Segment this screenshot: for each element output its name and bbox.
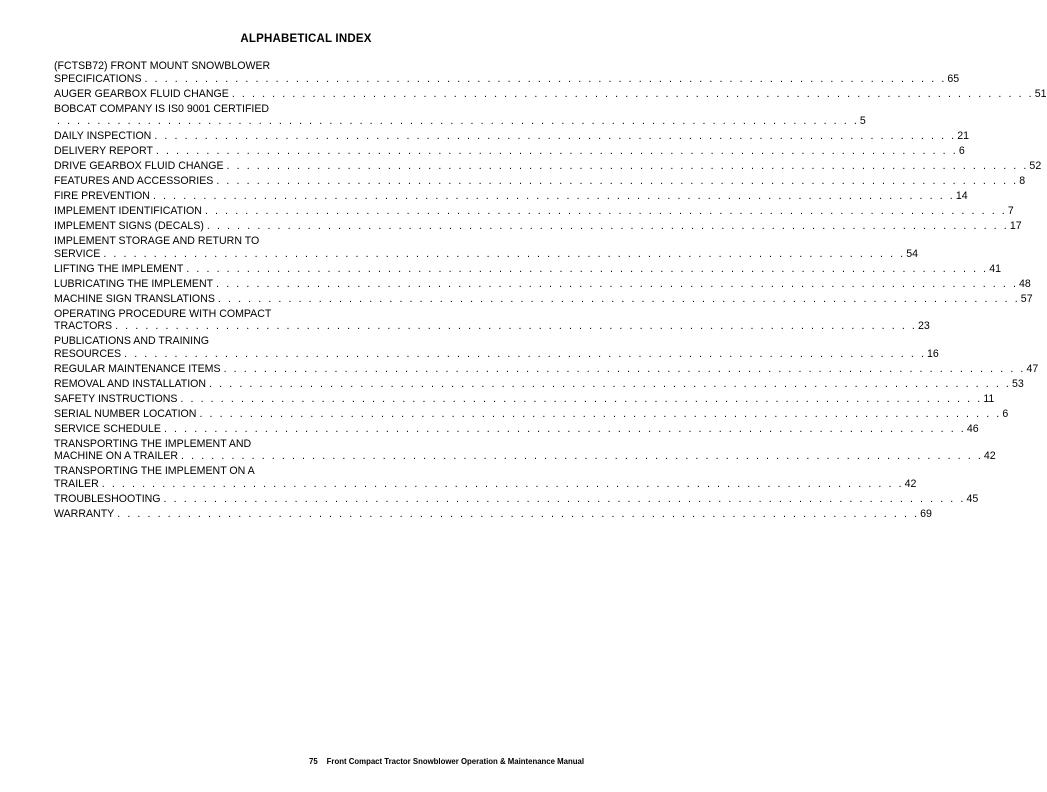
index-entry-page-number: 6 [958, 145, 965, 158]
index-entry [54, 392, 995, 406]
index-entry-heading: TRANSPORTING THE IMPLEMENT ON A [54, 465, 255, 478]
dot-leader: . . . . . . . . . . . . . . . . . . . . . . . . . . . . . . . . . . . . . . . . . . . . . . . . . . . . . . . . . . . . . . . . . . . . . . . . . . . . . . . . [216, 175, 1019, 188]
index-entry-page-number: 14 [955, 190, 968, 203]
index-entry [54, 220, 1022, 233]
dot-leader: . . . . . . . . . . . . . . . . . . . . . . . . . . . . . . . . . . . . . . . . . . . . . . . . . . . . . . . . . . . . . . . . . . . . . . . . . . . . . . . . [199, 407, 1002, 420]
index-entry [54, 145, 965, 158]
index-entry-label: SERIAL NUMBER LOCATION [54, 407, 197, 420]
dot-leader: . . . . . . . . . . . . . . . . . . . . . . . . . . . . . . . . . . . . . . . . . . . . . . . . . . . . . . . . . . . . . . . . . . . . . . . . . . . . . . . . [217, 292, 1020, 305]
index-entry [54, 377, 1024, 391]
index-entry-line [54, 115, 866, 128]
index-entry-label: REGULAR MAINTENANCE ITEMS [54, 362, 221, 375]
dot-leader: . . . . . . . . . . . . . . . . . . . . . . . . . . . . . . . . . . . . . . . . . . . . . . . . . . . . . . . . . . . . . . . . . . . . . . . . . . . . . . . . [154, 130, 957, 143]
dot-leader: . . . . . . . . . . . . . . . . . . . . . . . . . . . . . . . . . . . . . . . . . . . . . . . . . . . . . . . . . . . . . . . . . . . . . . . . . . . . . . . . [115, 320, 917, 333]
index-entry-line [54, 292, 1033, 306]
index-entry-page-number: 21 [957, 130, 970, 143]
index-entry [54, 362, 1039, 376]
index-entry-line [54, 205, 1014, 218]
index-entry-line [54, 492, 979, 506]
index-entry-line [54, 422, 979, 436]
index-entry-line [54, 377, 1024, 391]
index-entry-line [54, 362, 1039, 376]
index-entry-page-number: 46 [966, 422, 979, 435]
index-entry-line [54, 87, 1047, 101]
index-entry-line [54, 407, 1009, 421]
index-entry [54, 335, 939, 360]
dot-leader: . . . . . . . . . . . . . . . . . . . . . . . . . . . . . . . . . . . . . . . . . . . . . . . . . . . . . . . . . . . . . . . . . . . . . . . . . . . . . . . . [57, 115, 859, 128]
index-entry-label: SAFETY INSTRUCTIONS [54, 392, 178, 405]
dot-leader: . . . . . . . . . . . . . . . . . . . . . . . . . . . . . . . . . . . . . . . . . . . . . . . . . . . . . . . . . . . . . . . . . . . . . . . . . . . . . . . . [163, 422, 966, 435]
dot-leader: . . . . . . . . . . . . . . . . . . . . . . . . . . . . . . . . . . . . . . . . . . . . . . . . . . . . . . . . . . . . . . . . . . . . . . . . . . . . . . . . [144, 72, 947, 85]
index-entry [54, 235, 919, 260]
index-entry-page-number: 48 [1019, 277, 1031, 290]
dot-leader: . . . . . . . . . . . . . . . . . . . . . . . . . . . . . . . . . . . . . . . . . . . . . . . . . . . . . . . . . . . . . . . . . . . . . . . . . . . . . . . . [117, 507, 920, 520]
dot-leader: . . . . . . . . . . . . . . . . . . . . . . . . . . . . . . . . . . . . . . . . . . . . . . . . . . . . . . . . . . . . . . . . . . . . . . . . . . . . . . . . [152, 190, 955, 203]
index-entry-line [54, 72, 960, 86]
index-entry-line [54, 190, 968, 203]
index-entry-page-number: 45 [966, 492, 979, 505]
page-footer [309, 757, 584, 766]
index-entry-label: LIFTING THE IMPLEMENT [54, 262, 184, 275]
index-entry-page-number: 42 [983, 450, 996, 463]
index-entry-heading: PUBLICATIONS AND TRAINING [54, 335, 210, 348]
dot-leader: . . . . . . . . . . . . . . . . . . . . . . . . . . . . . . . . . . . . . . . . . . . . . . . . . . . . . . . . . . . . . . . . . . . . . . . . . . . . . . . . [223, 362, 1026, 375]
index-entry [54, 190, 968, 203]
index-entry-heading: BOBCAT COMPANY IS IS0 9001 CERTIFIED [54, 102, 270, 115]
dot-leader: . . . . . . . . . . . . . . . . . . . . . . . . . . . . . . . . . . . . . . . . . . . . . . . . . . . . . . . . . . . . . . . . . . . . . . . . . . . . . . . . [206, 220, 1009, 233]
index-entry-heading: (FCTSB72) FRONT MOUNT SNOWBLOWER [54, 60, 271, 72]
index-entry-label: TRAILER [54, 477, 99, 490]
index-entry-label: RESOURCES [54, 347, 122, 360]
index-entry-heading: OPERATING PROCEDURE WITH COMPACT [54, 307, 272, 320]
index-entry [54, 422, 979, 436]
index-entry-heading: IMPLEMENT STORAGE AND RETURN TO [54, 235, 260, 248]
index-entry-label: DELIVERY REPORT [54, 145, 153, 158]
index-entry-label: REMOVAL AND INSTALLATION [54, 377, 207, 390]
dot-leader: . . . . . . . . . . . . . . . . . . . . . . . . . . . . . . . . . . . . . . . . . . . . . . . . . . . . . . . . . . . . . . . . . . . . . . . . . . . . . . . . [180, 392, 983, 405]
index-entry-page-number: 53 [1011, 377, 1024, 390]
index-entry-label: IMPLEMENT SIGNS (DECALS) [54, 220, 204, 233]
footer-page-number: 75 [308, 757, 318, 766]
index-entry-label: TROUBLESHOOTING [54, 492, 161, 505]
index-entry [54, 277, 1031, 291]
index-entry-page-number: 17 [1009, 220, 1022, 233]
footer-manual-title: Front Compact Tractor Snowblower Operation & Maintenance Manual [326, 757, 584, 766]
dot-leader: . . . . . . . . . . . . . . . . . . . . . . . . . . . . . . . . . . . . . . . . . . . . . . . . . . . . . . . . . . . . . . . . . . . . . . . . . . . . . . . . [155, 145, 958, 158]
index-entry-label: FIRE PREVENTION [54, 190, 150, 203]
index-entry-line [54, 507, 932, 521]
index-entry [54, 160, 1042, 173]
index-entry-line [54, 347, 939, 361]
index-entry-label: DRIVE GEARBOX FLUID CHANGE [54, 160, 224, 173]
index-entry-page-number: 23 [917, 320, 930, 333]
index-entry-page-number: 7 [1007, 205, 1014, 218]
dot-leader: . . . . . . . . . . . . . . . . . . . . . . . . . . . . . . . . . . . . . . . . . . . . . . . . . . . . . . . . . . . . . . . . . . . . . . . . . . . . . . . . [186, 262, 989, 275]
index-entry [54, 507, 932, 521]
dot-leader: . . . . . . . . . . . . . . . . . . . . . . . . . . . . . . . . . . . . . . . . . . . . . . . . . . . . . . . . . . . . . . . . . . . . . . . . . . . . . . . . [231, 87, 1034, 100]
index-entry [54, 465, 917, 490]
index-entry-page-number: 42 [904, 477, 917, 490]
index-entry-label: SERVICE [54, 247, 101, 260]
dot-leader: . . . . . . . . . . . . . . . . . . . . . . . . . . . . . . . . . . . . . . . . . . . . . . . . . . . . . . . . . . . . . . . . . . . . . . . . . . . . . . . . [204, 205, 1007, 218]
index-entry [54, 175, 1026, 188]
index-entry-line [54, 145, 965, 158]
index-entry-label: AUGER GEARBOX FLUID CHANGE [54, 87, 229, 100]
index-entry [54, 307, 930, 333]
index-entry-line [54, 130, 970, 143]
dot-leader: . . . . . . . . . . . . . . . . . . . . . . . . . . . . . . . . . . . . . . . . . . . . . . . . . . . . . . . . . . . . . . . . . . . . . . . . . . . . . . . . [209, 377, 1011, 390]
index-entry [54, 60, 960, 85]
dot-leader: . . . . . . . . . . . . . . . . . . . . . . . . . . . . . . . . . . . . . . . . . . . . . . . . . . . . . . . . . . . . . . . . . . . . . . . . . . . . . . . . [101, 477, 904, 490]
index-entry [54, 102, 866, 128]
index-entry-label: MACHINE ON A TRAILER [54, 450, 179, 463]
index-entry [54, 205, 1014, 218]
index-entry-line [54, 220, 1022, 233]
index-entry-label: SERVICE SCHEDULE [54, 422, 161, 435]
index-entry-label: FEATURES AND ACCESSORIES [54, 175, 214, 188]
dot-leader: . . . . . . . . . . . . . . . . . . . . . . . . . . . . . . . . . . . . . . . . . . . . . . . . . . . . . . . . . . . . . . . . . . . . . . . . . . . . . . . . [226, 160, 1029, 173]
index-entry [54, 262, 1001, 276]
index-entry-label: DAILY INSPECTION [54, 130, 152, 143]
page-title: ALPHABETICAL INDEX [240, 33, 372, 45]
index-entry-page-number: 57 [1020, 292, 1033, 305]
index-entry-line [54, 175, 1026, 188]
index-entry-page-number: 47 [1026, 362, 1039, 375]
index-entry-line [54, 477, 917, 491]
index-entry [54, 492, 979, 506]
index-entry [54, 87, 1047, 101]
index-entry-line [54, 277, 1031, 291]
index-entry-line [54, 247, 919, 261]
index-entry [54, 437, 996, 463]
dot-leader: . . . . . . . . . . . . . . . . . . . . . . . . . . . . . . . . . . . . . . . . . . . . . . . . . . . . . . . . . . . . . . . . . . . . . . . . . . . . . . . . [181, 450, 983, 463]
dot-leader: . . . . . . . . . . . . . . . . . . . . . . . . . . . . . . . . . . . . . . . . . . . . . . . . . . . . . . . . . . . . . . . . . . . . . . . . . . . . . . . . [124, 347, 926, 360]
index-list [54, 60, 1047, 523]
index-entry-line [54, 262, 1001, 276]
index-entry-line [54, 160, 1042, 173]
dot-leader: . . . . . . . . . . . . . . . . . . . . . . . . . . . . . . . . . . . . . . . . . . . . . . . . . . . . . . . . . . . . . . . . . . . . . . . . . . . . . . . . [216, 277, 1019, 290]
index-entry-page-number: 16 [927, 347, 939, 360]
index-entry-page-number: 69 [920, 507, 932, 520]
dot-leader: . . . . . . . . . . . . . . . . . . . . . . . . . . . . . . . . . . . . . . . . . . . . . . . . . . . . . . . . . . . . . . . . . . . . . . . . . . . . . . . . [103, 247, 906, 260]
index-entry-line [54, 450, 996, 463]
index-entry-label: IMPLEMENT IDENTIFICATION [54, 205, 202, 218]
index-entry-heading: TRANSPORTING THE IMPLEMENT AND [54, 437, 252, 450]
index-entry [54, 407, 1009, 421]
index-entry-label: LUBRICATING THE IMPLEMENT [54, 277, 214, 290]
index-entry-line [54, 320, 930, 333]
index-entry-label: SPECIFICATIONS [54, 72, 142, 85]
index-entry-page-number: 51 [1034, 87, 1047, 100]
index-entry-page-number: 11 [983, 392, 995, 405]
index-entry [54, 292, 1033, 306]
index-entry-label: TRACTORS [54, 320, 113, 333]
index-entry-page-number: 5 [859, 115, 866, 128]
index-entry-label: MACHINE SIGN TRANSLATIONS [54, 292, 215, 305]
index-entry-page-number: 6 [1002, 407, 1009, 420]
index-entry-page-number: 8 [1019, 175, 1026, 188]
index-entry-page-number: 52 [1029, 160, 1042, 173]
index-entry-page-number: 65 [947, 72, 960, 85]
index-entry [54, 130, 970, 143]
index-entry-label: WARRANTY [54, 507, 115, 520]
dot-leader: . . . . . . . . . . . . . . . . . . . . . . . . . . . . . . . . . . . . . . . . . . . . . . . . . . . . . . . . . . . . . . . . . . . . . . . . . . . . . . . . [163, 492, 966, 505]
index-entry-page-number: 54 [906, 247, 919, 260]
index-entry-page-number: 41 [989, 262, 1001, 275]
index-entry-line [54, 392, 995, 406]
